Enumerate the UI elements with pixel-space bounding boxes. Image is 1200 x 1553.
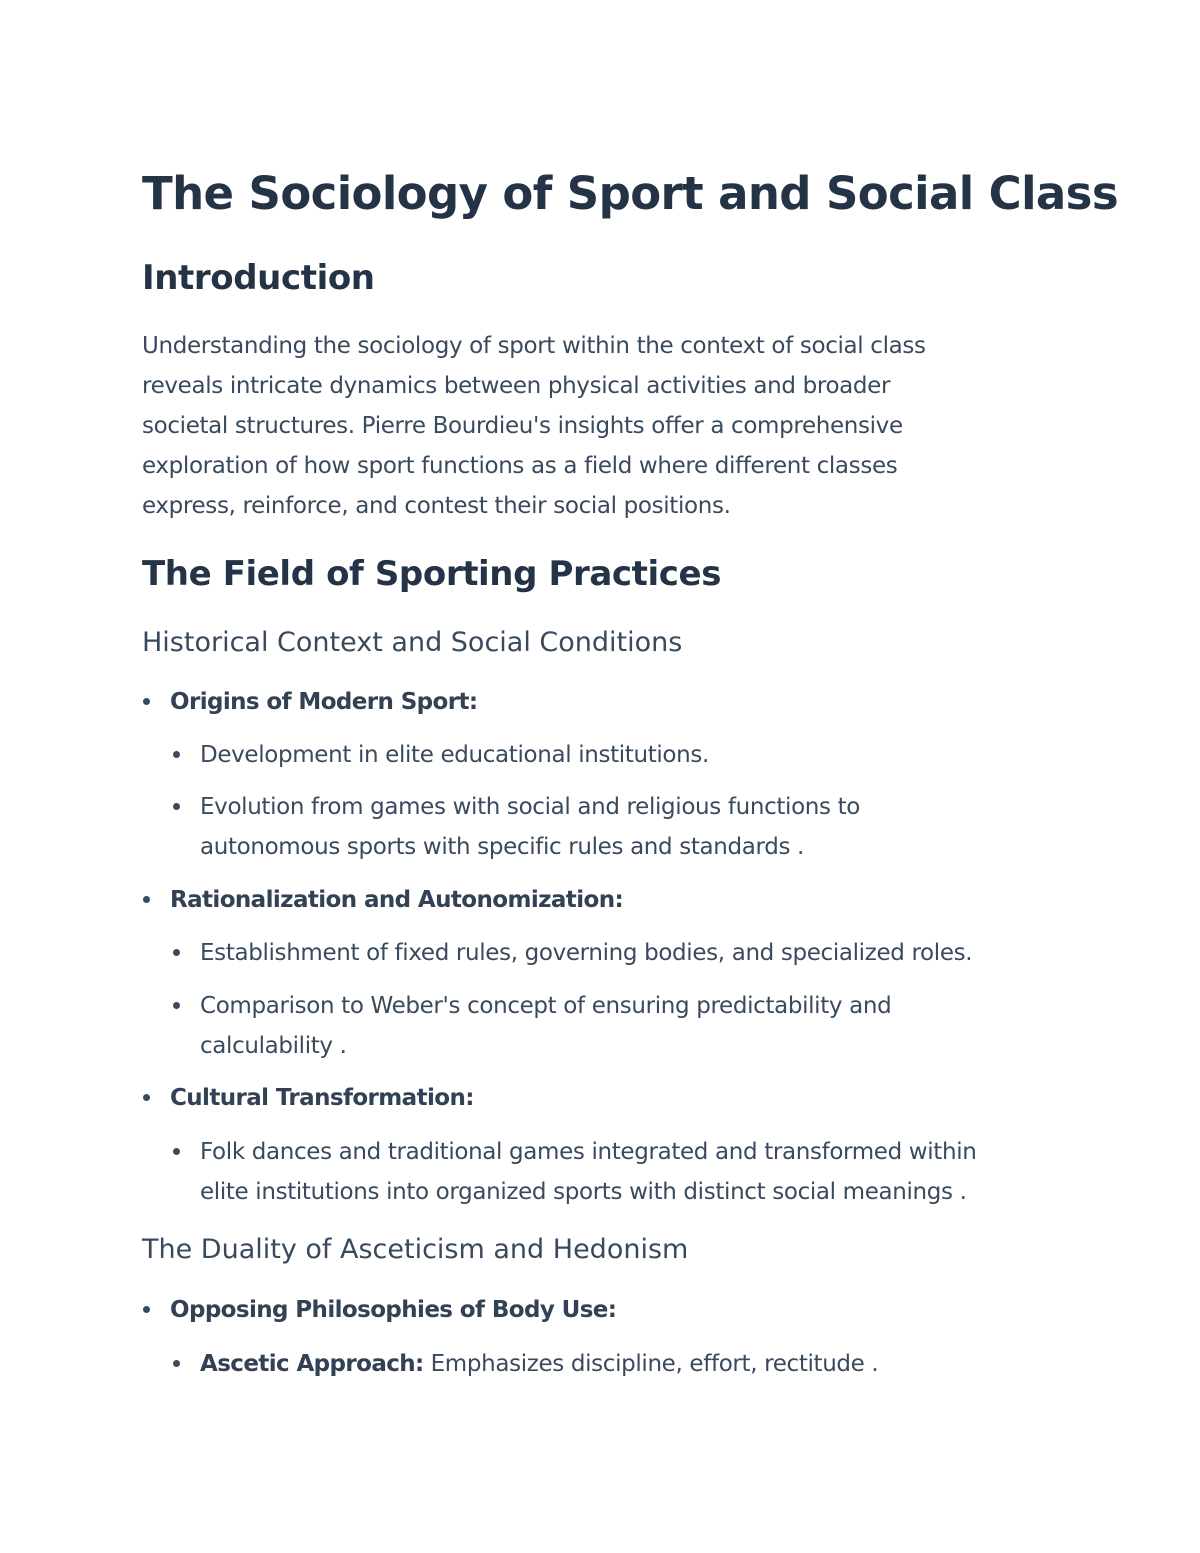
list-item [200, 933, 972, 973]
list-item-text: Comparison to Weber's concept of ensuring predictability and [200, 993, 892, 1019]
bullet-icon [173, 1148, 180, 1155]
paragraph-line: reveals intricate dynamics between physical activities and broader [142, 373, 891, 399]
list-item-label: Opposing Philosophies of Body Use: [170, 1297, 617, 1323]
subheading-historical-context: Historical Context and Social Conditions [142, 627, 683, 658]
paragraph-line: societal structures. Pierre Bourdieu's insights offer a comprehensive [142, 413, 903, 439]
paragraph-line: express, reinforce, and contest their social positions. [142, 493, 731, 519]
list-item [170, 1290, 616, 1330]
heading-field-of-sporting-practices: The Field of Sporting Practices [142, 554, 722, 594]
list-item [200, 1344, 878, 1384]
paragraph-line: Understanding the sociology of sport within the context of social class [142, 333, 926, 359]
list-item-text: autonomous sports with specific rules and standards . [200, 834, 805, 860]
list-item [170, 1078, 474, 1118]
bullet-icon [173, 751, 180, 758]
heading-introduction: Introduction [142, 258, 375, 298]
bullet-icon [143, 1306, 150, 1313]
paragraph-line: exploration of how sport functions as a field where different classes [142, 453, 898, 479]
list-item-text: calculability . [200, 1033, 347, 1059]
document-title: The Sociology of Sport and Social Class [142, 167, 1119, 220]
list-item [200, 787, 860, 867]
list-item-label: Cultural Transformation: [170, 1085, 474, 1111]
bullet-icon [173, 1002, 180, 1009]
bullet-icon [173, 803, 180, 810]
list-item [170, 880, 623, 920]
list-item-text: Development in elite educational institutions. [200, 742, 709, 768]
bullet-icon [173, 949, 180, 956]
list-item [170, 682, 477, 722]
bullet-icon [173, 1360, 180, 1367]
list-item [200, 986, 891, 1066]
introduction-paragraph [142, 326, 1042, 526]
subheading-duality: The Duality of Asceticism and Hedonism [142, 1234, 689, 1265]
list-item-text: Folk dances and traditional games integrated and transformed within [200, 1139, 977, 1165]
bullet-icon [143, 896, 150, 903]
list-item-body: Emphasizes discipline, effort, rectitude . [423, 1351, 879, 1377]
list-item-label: Origins of Modern Sport: [170, 689, 478, 715]
list-item-text [200, 1344, 878, 1384]
list-item-text: elite institutions into organized sports with distinct social meanings . [200, 1179, 967, 1205]
list-item-label: Rationalization and Autonomization: [170, 887, 624, 913]
list-item-label: Ascetic Approach: [200, 1351, 424, 1377]
list-item-text: Establishment of fixed rules, governing bodies, and specialized roles. [200, 940, 973, 966]
bullet-icon [143, 698, 150, 705]
list-item-text: Evolution from games with social and religious functions to [200, 794, 861, 820]
list-item [200, 1132, 976, 1212]
list-item [200, 735, 709, 775]
bullet-icon [143, 1094, 150, 1101]
